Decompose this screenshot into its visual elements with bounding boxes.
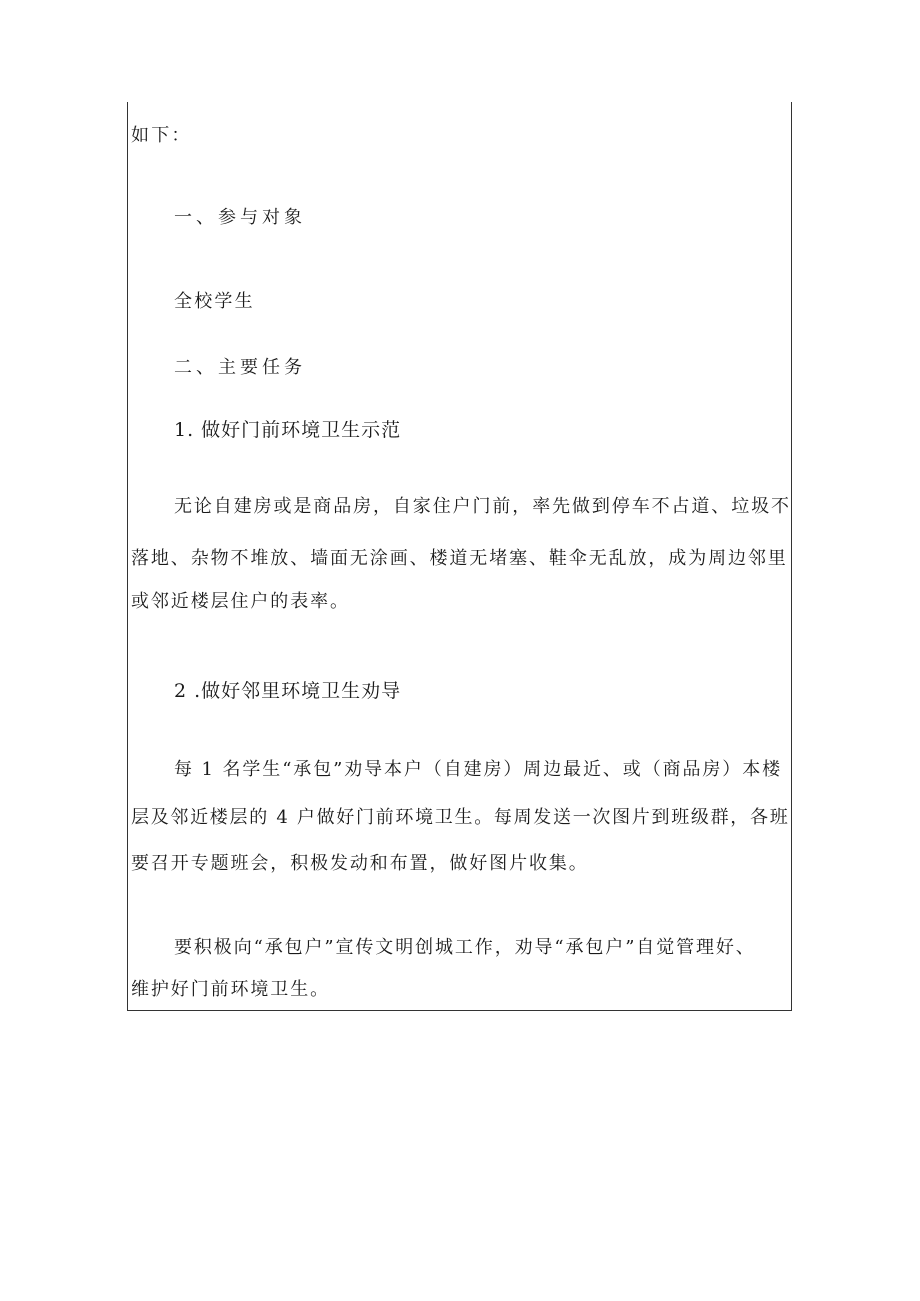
item1-title: 1. 做好门前环境卫生示范 (174, 419, 402, 441)
item1-line-2: 落地、杂物不堆放、墙面无涂画、楼道无堵塞、鞋伞无乱放，成为周边邻里 (131, 548, 788, 569)
section1-body: 全校学生 (174, 291, 255, 312)
section1-heading: 一、参与对象 (174, 207, 306, 228)
item1-line-3: 或邻近楼层住户的表率。 (131, 591, 350, 612)
item2-para2-line-2: 维护好门前环境卫生。 (131, 979, 330, 1000)
item2-para1-line-3: 要召开专题班会，积极发动和布置，做好图片收集。 (131, 853, 589, 874)
item2-title: 2 .做好邻里环境卫生劝导 (174, 680, 402, 702)
item2-para2-line-1: 要积极向“承包户”宣传文明创城工作，劝导“承包户”自觉管理好、 (174, 937, 756, 958)
intro-text: 如下： (131, 125, 192, 146)
item1-line-1: 无论自建房或是商品房，自家住户门前，率先做到停车不占道、垃圾不 (174, 496, 791, 517)
document-frame (127, 102, 792, 1011)
section2-heading: 二、主要任务 (174, 357, 306, 378)
item2-para1-line-2: 层及邻近楼层的 4 户做好门前环境卫生。每周发送一次图片到班级群，各班 (131, 807, 790, 828)
item2-para1-line-1: 每 1 名学生“承包”劝导本户（自建房）周边最近、或（商品房）本楼 (174, 759, 782, 780)
